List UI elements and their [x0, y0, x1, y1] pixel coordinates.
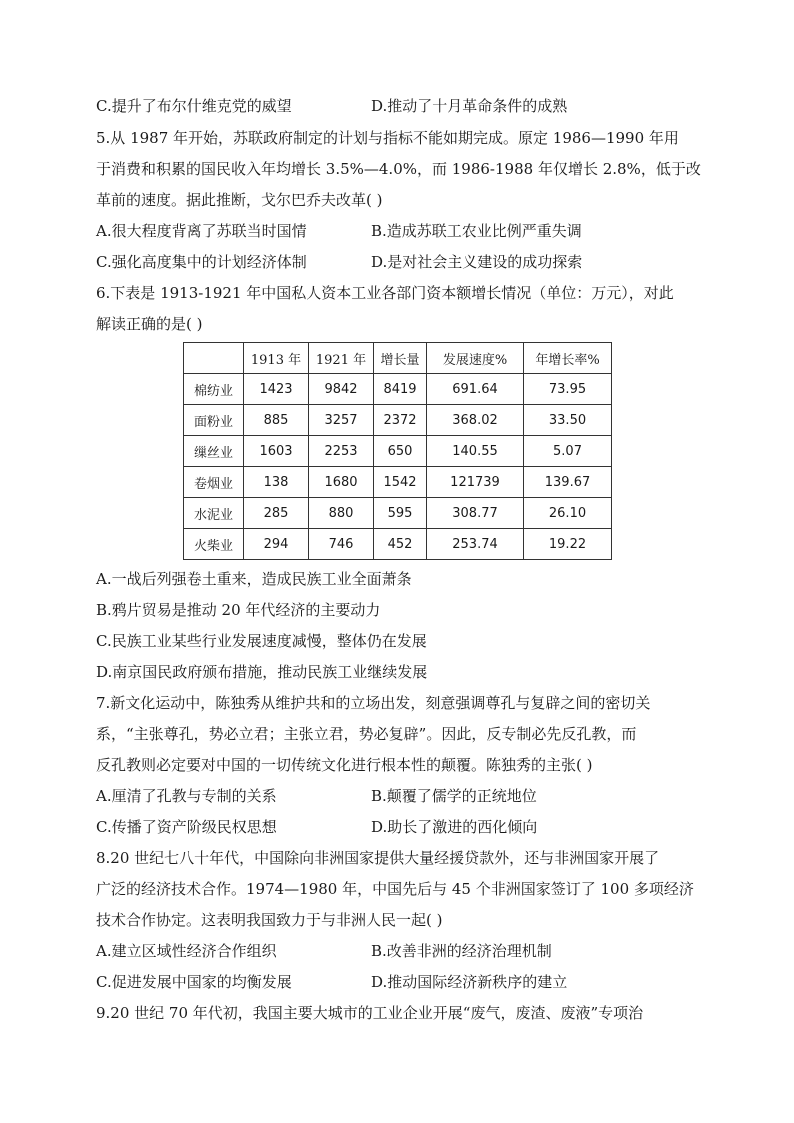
table-cell: 138: [244, 467, 309, 498]
table-row: [184, 498, 612, 529]
table-cell: 1423: [244, 374, 309, 405]
q7-stem-line-3: 反孔教则必定要对中国的一切传统文化进行根本性的颠覆。陈独秀的主张( ): [96, 756, 593, 774]
table-cell: 缫丝业: [184, 436, 244, 467]
table-cell: 253.74: [427, 529, 524, 560]
table-header-cell: 增长量: [374, 343, 427, 374]
table-cell: 885: [244, 405, 309, 436]
q5-option-d: D.是对社会主义建设的成功探索: [371, 253, 583, 271]
table-cell: 121739: [427, 467, 524, 498]
table-cell: 棉纺业: [184, 374, 244, 405]
table-row: [184, 467, 612, 498]
q7-stem-line-1: 7.新文化运动中，陈独秀从维护共和的立场出发，刻意强调尊孔与复辟之间的密切关: [96, 694, 651, 712]
table-header-cell: 发展速度%: [427, 343, 524, 374]
table-cell: 2372: [374, 405, 427, 436]
q6-option-a: A.一战后列强卷土重来，造成民族工业全面萧条: [96, 570, 412, 588]
table-row: [184, 374, 612, 405]
table-cell: 8419: [374, 374, 427, 405]
table-row: [184, 529, 612, 560]
q8-option-d: D.推动国际经济新秩序的建立: [371, 973, 568, 991]
table-header-cell: 1921 年: [309, 343, 374, 374]
table-row: [184, 405, 612, 436]
table-cell: 卷烟业: [184, 467, 244, 498]
table-cell: 140.55: [427, 436, 524, 467]
q5-stem-line-1: 5.从 1987 年开始，苏联政府制定的计划与指标不能如期完成。原定 1986—1990 年用: [96, 129, 679, 147]
table-cell: 139.67: [524, 467, 612, 498]
table-cell: 880: [309, 498, 374, 529]
table-cell: 452: [374, 529, 427, 560]
table-cell: 面粉业: [184, 405, 244, 436]
table-cell: 650: [374, 436, 427, 467]
q5-stem-line-2: 于消费和积累的国民收入年均增长 3.5%—4.0%，而 1986-1988 年仅增长 2.8%，低于改: [96, 160, 701, 178]
q5-stem-line-3: 革前的速度。据此推断，戈尔巴乔夫改革( ): [96, 191, 383, 209]
table-cell: 1680: [309, 467, 374, 498]
table-cell: 1542: [374, 467, 427, 498]
table-header-row: [184, 343, 612, 374]
table-row: [184, 436, 612, 467]
q8-option-c: C.促进发展中国家的均衡发展: [96, 973, 292, 991]
table-cell: 73.95: [524, 374, 612, 405]
q9-stem-line-1: 9.20 世纪 70 年代初，我国主要大城市的工业企业开展“废气，废渣、废液”专项治: [96, 1004, 644, 1022]
q5-option-a: A.很大程度背离了苏联当时国情: [96, 222, 307, 240]
q8-stem-line-3: 技术合作协定。这表明我国致力于与非洲人民一起( ): [96, 911, 443, 929]
table-cell: 294: [244, 529, 309, 560]
table-cell: 691.64: [427, 374, 524, 405]
q6-option-c: C.民族工业某些行业发展速度减慢，整体仍在发展: [96, 632, 427, 650]
q7-option-b: B.颠覆了儒学的正统地位: [371, 787, 537, 805]
q6-option-b: B.鸦片贸易是推动 20 年代经济的主要动力: [96, 601, 381, 619]
table-cell: 285: [244, 498, 309, 529]
q7-option-a: A.厘清了孔教与专制的关系: [96, 787, 277, 805]
q5-option-b: B.造成苏联工农业比例严重失调: [371, 222, 582, 240]
q8-option-a: A.建立区域性经济合作组织: [96, 942, 277, 960]
q4-option-d: D.推动了十月革命条件的成熟: [371, 97, 568, 115]
q8-option-b: B.改善非洲的经济治理机制: [371, 942, 552, 960]
table-cell: 水泥业: [184, 498, 244, 529]
q5-option-c: C.强化高度集中的计划经济体制: [96, 253, 307, 271]
table-cell: 3257: [309, 405, 374, 436]
table-header-cell: [184, 343, 244, 374]
table-cell: 595: [374, 498, 427, 529]
q8-stem-line-2: 广泛的经济技术合作。1974—1980 年，中国先后与 45 个非洲国家签订了 100 多项经济: [96, 880, 694, 898]
table-cell: 2253: [309, 436, 374, 467]
q7-option-d: D.助长了激进的西化倾向: [371, 818, 538, 836]
table-header-cell: 1913 年: [244, 343, 309, 374]
q6-stem-line-2: 解读正确的是( ): [96, 315, 203, 333]
table-cell: 1603: [244, 436, 309, 467]
q4-option-c: C.提升了布尔什维克党的威望: [96, 97, 292, 115]
q8-stem-line-1: 8.20 世纪七八十年代，中国除向非洲国家提供大量经援贷款外，还与非洲国家开展了: [96, 849, 660, 867]
q7-stem-line-2: 系，“主张尊孔，势必立君；主张立君，势必复辟”。因此，反专制必先反孔教，而: [96, 725, 637, 743]
capital-growth-table: [183, 342, 612, 560]
table-cell: 火柴业: [184, 529, 244, 560]
table-cell: 33.50: [524, 405, 612, 436]
q7-option-c: C.传播了资产阶级民权思想: [96, 818, 277, 836]
q6-option-d: D.南京国民政府颁布措施，推动民族工业继续发展: [96, 663, 428, 681]
table-header-cell: 年增长率%: [524, 343, 612, 374]
table-cell: 308.77: [427, 498, 524, 529]
table-cell: 368.02: [427, 405, 524, 436]
table-cell: 19.22: [524, 529, 612, 560]
table-cell: 9842: [309, 374, 374, 405]
table-cell: 26.10: [524, 498, 612, 529]
table-cell: 5.07: [524, 436, 612, 467]
q6-stem-line-1: 6.下表是 1913-1921 年中国私人资本工业各部门资本额增长情况（单位：万元），对此: [96, 284, 674, 302]
table-cell: 746: [309, 529, 374, 560]
